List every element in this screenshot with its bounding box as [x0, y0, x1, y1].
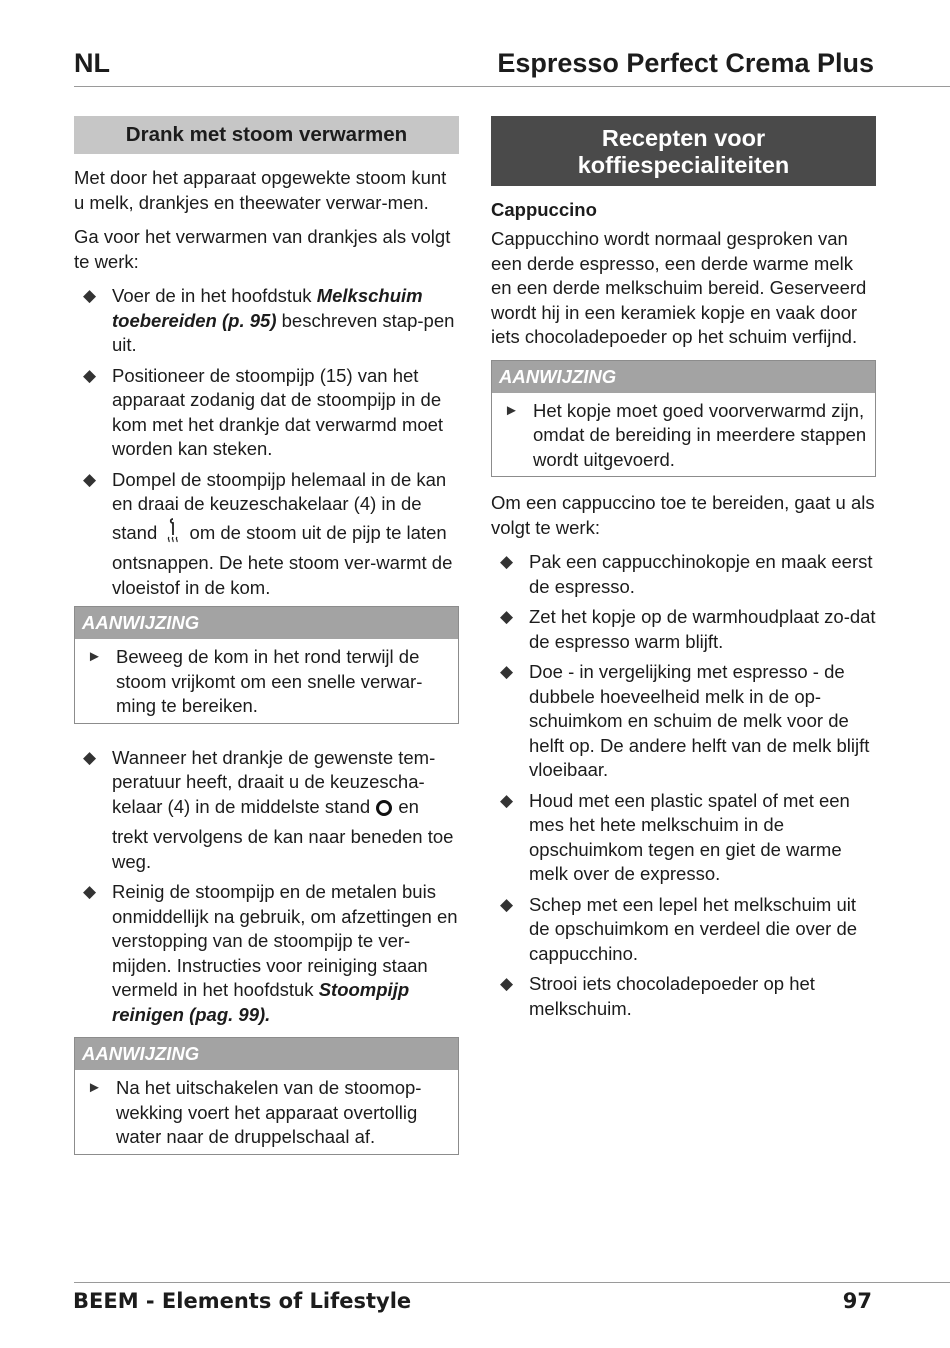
subheading-cappuccino: Cappuccino — [491, 199, 597, 220]
text: Reinig de stoompijp en de metalen buis onmiddellijk na gebruik, om afzettingen en verstopping van de stoompijp te ver-mijden. Instructies voor reiniging staan vermeld in het hoofdstuk — [112, 881, 458, 1000]
diamond-bullet-icon: ◆ — [83, 747, 97, 767]
left-column — [74, 116, 459, 1169]
note-heading: AANWIJZING — [75, 607, 458, 639]
paragraph: Met door het apparaat opgewekte stoom kunt u melk, drankjes en theewater verwar-men. — [74, 167, 447, 213]
paragraph: Cappucchino wordt normaal gesproken van een derde espresso, een derde warme melk en een derde melkschuim bereid. Geserveerd wordt hij in een keramiek kopje en vaak door iets chocoladepoeder op het schuim verfijnd. — [491, 228, 867, 347]
list-item — [491, 660, 876, 783]
step-text: Houd met een plastic spatel of met een mes het hete melkschuim in de opschuimkom tegen en giet de warme melk over de expresso. — [529, 789, 850, 884]
diamond-bullet-icon: ◆ — [500, 790, 514, 810]
paragraph: Om een cappuccino toe te bereiden, gaat u als volgt te werk: — [491, 492, 875, 538]
list-item — [74, 880, 459, 1027]
diamond-bullet-icon: ◆ — [500, 974, 514, 993]
note-box — [74, 606, 459, 724]
diamond-bullet-icon: ◆ — [500, 662, 514, 681]
note-body — [75, 639, 458, 723]
paragraph: Ga voor het verwarmen van drankjes als volgt te werk: — [74, 226, 451, 272]
step-text: Zet het kopje op de warmhoudplaat zo-dat de espresso warm blijft. — [529, 606, 876, 652]
triangle-right-icon: ► — [87, 1079, 102, 1096]
note-text: Na het uitschakelen van de stoomop-wekking voert het apparaat overtollig water naar de druppelschaal af. — [116, 1077, 422, 1147]
note-heading: AANWIJZING — [492, 361, 875, 393]
list-item — [491, 789, 876, 887]
list-item — [74, 364, 459, 462]
steps-list — [491, 550, 876, 1021]
note-body — [75, 1070, 458, 1154]
diamond-bullet-icon: ◆ — [83, 365, 97, 385]
list-item — [74, 746, 459, 875]
list-item — [491, 550, 876, 599]
diamond-bullet-icon: ◆ — [500, 552, 514, 571]
steam-symbol-icon — [162, 517, 184, 552]
text: om de stoom uit de pijp te laten ontsnappen. De hete stoom ver-warmt de vloeistof in de kom. — [112, 521, 453, 598]
note-box — [491, 360, 876, 478]
step-text: Schep met een lepel het melkschuim uit de opschuimkom en verdeel die over de cappucchino. — [529, 893, 858, 964]
text: Voer de in het hoofdstuk — [112, 285, 317, 306]
note-text: Beweeg de kom in het rond terwijl de stoom vrijkomt om een snelle verwar-ming te bereiken. — [116, 646, 423, 716]
list-item — [74, 284, 459, 358]
text: Positioneer de stoompijp (15) van het apparaat zodanig dat de stoompijp in de kom met het drankje dat verwarmd moet worden kan steken. — [112, 364, 444, 459]
page-number: 97 — [842, 1289, 872, 1313]
bullet-list — [74, 284, 459, 600]
diamond-bullet-icon: ◆ — [83, 286, 97, 305]
text: Wanneer het drankje de gewenste tem-peratuur heeft, draait u de keuzescha-kelaar (4) in de middelste stand — [112, 746, 436, 817]
header-title: Espresso Perfect Crema Plus — [497, 48, 874, 78]
step-text: Doe - in vergelijking met espresso - de dubbele hoeveelheid melk in de op-schuimkom en schuim de melk voor de helft op. De andere helft van de melk blijft vloeibaar. — [529, 661, 870, 780]
text: beschreven stap-pen uit. — [112, 309, 455, 355]
chapter-reference: Stoompijp reinigen (pag. 99). — [112, 979, 410, 1025]
triangle-right-icon: ► — [504, 401, 519, 419]
note-heading: AANWIJZING — [75, 1038, 458, 1070]
circle-position-icon — [375, 799, 393, 826]
list-item — [491, 893, 876, 967]
list-item — [74, 468, 459, 601]
step-text: Pak een cappucchinokopje en maak eerst de espresso. — [529, 551, 873, 597]
diamond-bullet-icon: ◆ — [500, 894, 514, 914]
section-heading-recipes: Recepten voor koffiespecialiteiten — [491, 116, 876, 186]
chapter-reference: Melkschuim toebereiden (p. 95) — [112, 285, 423, 331]
bullet-list — [74, 746, 459, 1028]
right-column — [491, 116, 876, 1027]
diamond-bullet-icon: ◆ — [83, 882, 97, 901]
header-language: NL — [74, 48, 110, 78]
diamond-bullet-icon: ◆ — [83, 469, 97, 489]
triangle-right-icon: ► — [87, 648, 102, 665]
step-text: Strooi iets chocoladepoeder op het melkschuim. — [529, 973, 815, 1019]
section-heading-steam: Drank met stoom verwarmen — [74, 116, 459, 154]
footer-rule — [74, 1282, 950, 1283]
note-text: Het kopje moet goed voorverwarmd zijn, omdat de bereiding in meerdere stappen wordt uitgevoerd. — [533, 399, 867, 470]
list-item — [491, 605, 876, 654]
header-rule — [74, 86, 950, 87]
diamond-bullet-icon: ◆ — [500, 607, 514, 626]
note-body — [492, 393, 875, 477]
text: en trekt vervolgens de kan naar beneden toe weg. — [112, 795, 454, 872]
text: Dompel de stoompijp helemaal in de kan en draai de keuzeschakelaar (4) in de stand — [112, 468, 447, 543]
footer-brand: BEEM - Elements of Lifestyle — [73, 1289, 412, 1313]
note-box — [74, 1037, 459, 1155]
list-item — [491, 972, 876, 1021]
